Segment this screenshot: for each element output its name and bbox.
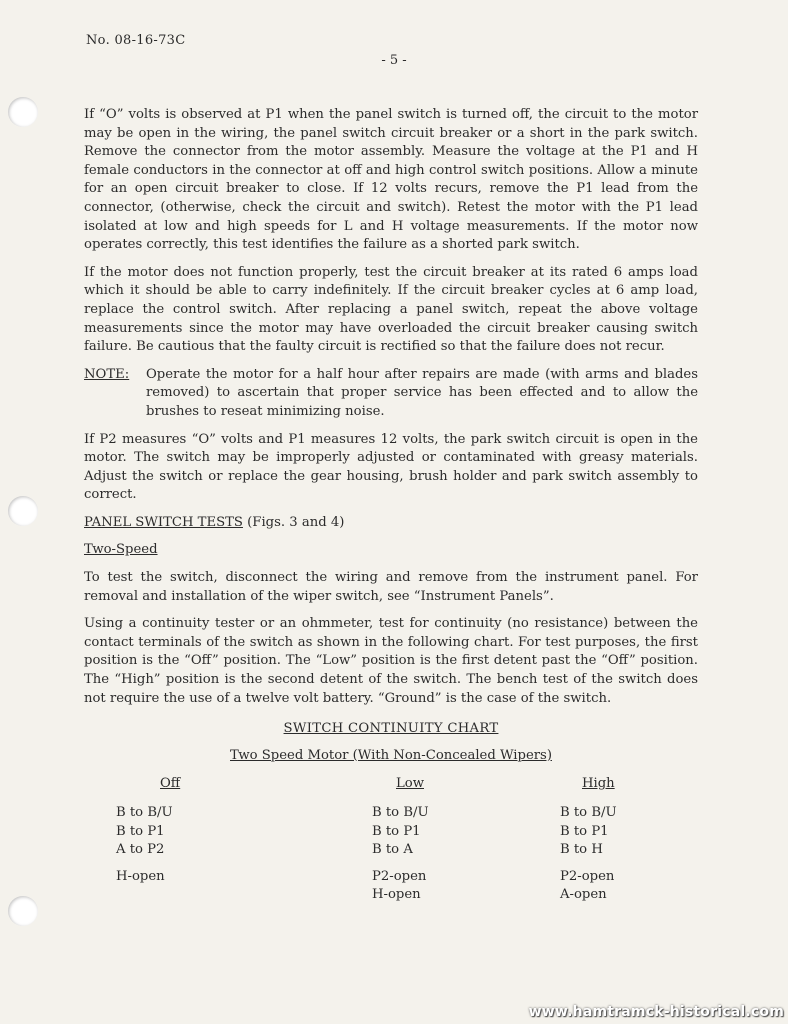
binder-hole-middle xyxy=(8,496,38,526)
chart-entry: A-open xyxy=(560,887,607,903)
section-heading xyxy=(84,514,698,533)
chart-entry: B to P1 xyxy=(560,823,609,839)
note-text: Operate the motor for a half hour after repairs are made (with arms and blades removed) to ascertain that proper service has been effected and to allow the brushes to reseat minimizing noise. xyxy=(146,366,698,419)
continuity-chart xyxy=(84,775,698,915)
chart-entry: P2-open xyxy=(372,868,427,884)
chart-entry: P2-open xyxy=(560,868,615,884)
chart-column-header: Off xyxy=(160,776,181,792)
chart-entry: B to A xyxy=(372,842,413,858)
document-number: No. 08-16-73C xyxy=(86,33,186,48)
chart-subtitle: Two Speed Motor (With Non-Concealed Wipers) xyxy=(230,747,552,763)
chart-entry: H-open xyxy=(116,868,165,884)
paragraph-p2-circuit-breaker: If the motor does not function properly, test the circuit breaker at its rated 6 amps load which it should be able to carry indefinitely. If the circuit breaker cycles at 6 amp load, replace the control switch. After replacing a panel switch, repeat the above voltage measurements since the motor may have overloaded the circuit breaker causing switch failure. Be cautious that the faulty circuit is rectified so that the failure does not recur. xyxy=(84,264,698,355)
section-heading-title: PANEL SWITCH TESTS xyxy=(84,514,243,530)
document-body xyxy=(84,106,698,915)
paragraph-p4-removal: To test the switch, disconnect the wiring and remove from the instrument panel. For removal and installation of the wiper switch, see “Instrument Panels”. xyxy=(84,570,698,604)
chart-entry: B to P1 xyxy=(116,823,165,839)
chart-column-high xyxy=(560,775,617,905)
website-watermark: www.hamtramck-historical.com xyxy=(528,1004,784,1020)
section-heading-figs: (Figs. 3 and 4) xyxy=(242,514,345,530)
chart-entry: A to P2 xyxy=(116,842,165,858)
note-block xyxy=(84,366,698,422)
page-number: - 5 - xyxy=(381,53,407,68)
paragraph-p3-park-switch: If P2 measures “O” volts and P1 measures 12 volts, the park switch circuit is open in the motor. The switch may be improperly adjusted or contaminated with greasy materials. Adjust the switch or replace the gear housing, brush holder and park switch assembly to correct. xyxy=(84,431,698,503)
chart-entry: H-open xyxy=(372,887,421,903)
chart-entry: B to B/U xyxy=(372,805,429,820)
note-label: NOTE: xyxy=(84,366,130,382)
chart-entry: B to B/U xyxy=(116,805,173,820)
chart-column-off xyxy=(116,775,180,886)
binder-hole-bottom xyxy=(8,896,38,926)
chart-column-header: High xyxy=(582,776,615,792)
chart-entry: B to B/U xyxy=(560,805,617,820)
subheading-two-speed: Two-Speed xyxy=(84,542,158,558)
chart-column-low xyxy=(372,775,429,905)
chart-title: SWITCH CONTINUITY CHART xyxy=(283,721,499,737)
paragraph-p5-continuity: Using a continuity tester or an ohmmeter, test for continuity (no resistance) between the contact terminals of the switch as shown in the following chart. For test purposes, the first position is the “Off” position. The “Low” position is the first detent past the “Off” position. The “High” position is the second detent of the switch. The bench test of the switch does not require the use of a twelve volt battery. “Ground” is the case of the switch. xyxy=(84,616,698,706)
paragraph-p1-voltage: If “O” volts is observed at P1 when the panel switch is turned off, the circuit to the motor may be open in the wiring, the panel switch circuit breaker or a short in the park switch. Remove the connector from the motor assembly. Measure the voltage at the P1 and H female conductors in the connector at off and high control switch positions. Allow a minute for an open circuit breaker to close. If 12 volts recurs, remove the P1 lead from the connector, (otherwise, check the circuit and switch). Retest the motor with the P1 lead isolated at low and high speeds for L and H voltage measurements. If the motor now operates correctly, this test identifies the failure as a shorted park switch. xyxy=(84,107,698,253)
binder-hole-top xyxy=(8,97,38,127)
chart-entry: B to H xyxy=(560,842,603,858)
chart-entry: B to P1 xyxy=(372,823,421,839)
chart-column-header: Low xyxy=(396,776,424,792)
